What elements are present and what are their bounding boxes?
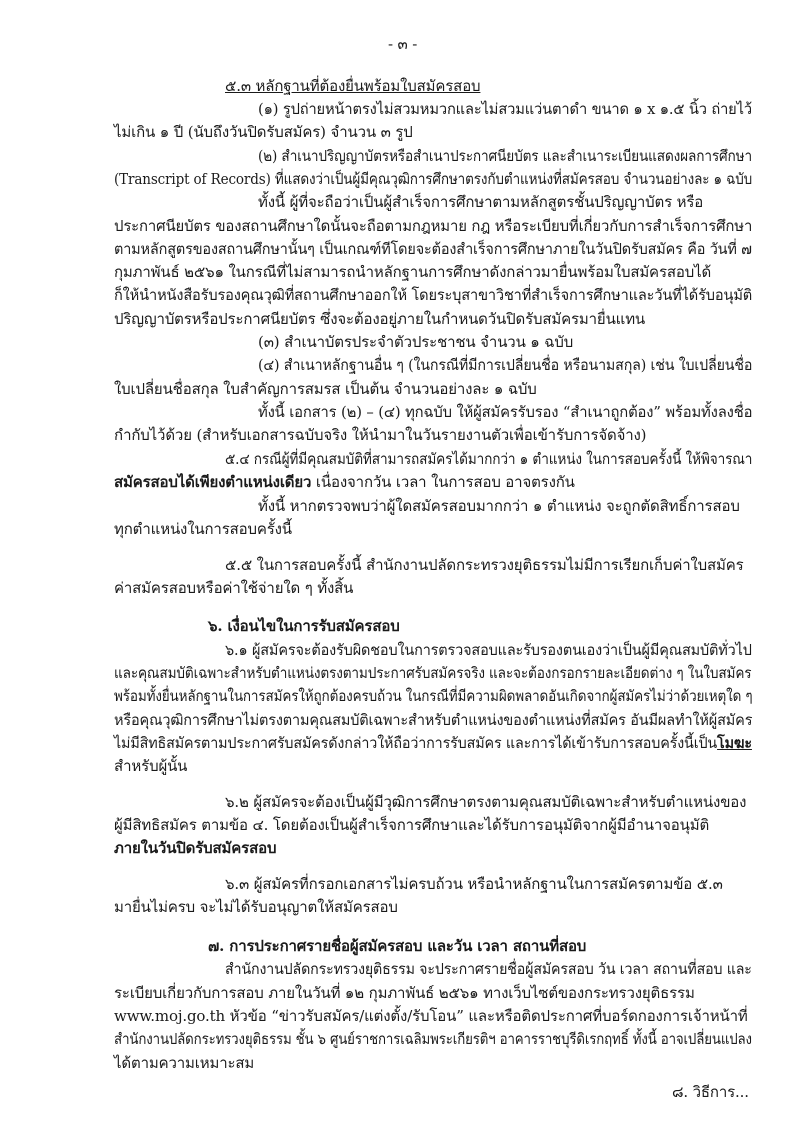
- sec63-line1: ๖.๓ ผู้สมัครที่กรอกเอกสารไม่ครบถ้วน หรือนำหลักฐานในการสมัครตามข้อ ๕.๓: [225, 875, 723, 893]
- sec53-item3: (๓) สำเนาบัตรประจำตัวประชาชน จำนวน ๑ ฉบับ: [258, 333, 574, 351]
- sec54-line4: ทุกตำแหน่งในการสอบครั้งนี้: [114, 520, 292, 538]
- page-number: - ๓ -: [388, 35, 418, 53]
- sec7-line2: ระเบียบเกี่ยวกับการสอบ ภายในวันที่ ๑๒ กุมภาพันธ์ ๒๕๖๑ ทางเว็บไซต์ของกระทรวงยุติธรรม: [114, 984, 695, 1002]
- sec7-line3: www.moj.go.th หัวข้อ “ข่าวรับสมัคร/แต่งตั้ง/รับโอน” และหรือติดประกาศที่บอร์ดกองการเจ้าหน้าที่: [114, 1007, 748, 1025]
- sec53-item2-line2: (Transcript of Records) ที่แสดงว่าเป็นผู้มีคุณวุฒิการศึกษาตรงกับตำแหน่งที่สมัครสอบ จำนวนอย่างละ ๑ ฉบับ: [114, 170, 753, 188]
- void-emphasis: โมฆะ: [717, 734, 752, 752]
- sec53-item1-line1: (๑) รูปถ่ายหน้าตรงไม่สวมหมวกและไม่สวมแว่นตาดำ ขนาด ๑ x ๑.๕ นิ้ว ถ่ายไว้: [258, 100, 752, 118]
- sec61-line2: และคุณสมบัติเฉพาะสำหรับตำแหน่งตรงตามประกาศรับสมัครจริง และจะต้องกรอกรายละเอียดต่าง ๆ ในใบสมัคร: [114, 664, 752, 682]
- sec53-item2-para-line6: ปริญญาบัตรหรือประกาศนียบัตร ซึ่งจะต้องอยู่ภายในกำหนดวันปิดรับสมัครมายื่นแทน: [114, 310, 646, 328]
- sec62-line1: ๖.๒ ผู้สมัครจะต้องเป็นผู้มีวุฒิการศึกษาตรงตามคุณสมบัติเฉพาะสำหรับตำแหน่งของ: [225, 793, 747, 811]
- sec53-item2-para-line5: ก็ให้นำหนังสือรับรองคุณวุฒิที่สถานศึกษาออกให้ โดยระบุสาขาวิชาที่สำเร็จการศึกษาและวันที่ได้รับอนุมัติ: [114, 286, 753, 304]
- sec61-line5-text: ไม่มีสิทธิสมัครตามประกาศรับสมัครดังกล่าวให้ถือว่าการรับสมัคร และการได้เข้ารับการสอบครั้งนี้เป็น: [114, 734, 718, 752]
- sec62-line3: ภายในวันปิดรับสมัครสอบ: [114, 839, 277, 857]
- sec62-line2: ผู้มีสิทธิสมัคร ตามข้อ ๔. โดยต้องเป็นผู้สำเร็จการศึกษาและได้รับการอนุมัติจากผู้มีอำนาจอนุมัติ: [114, 816, 710, 834]
- sec54-line2-rest: เนื่องจากวัน เวลา ในการสอบ อาจตรงกัน: [311, 473, 575, 491]
- section-6-heading: ๖. เงื่อนไขในการรับสมัครสอบ: [208, 617, 400, 635]
- sec61-line1: ๖.๑ ผู้สมัครจะต้องรับผิดชอบในการตรวจสอบและรับรองตนเองว่าเป็นผู้มีคุณสมบัติทั่วไป: [225, 641, 752, 659]
- sec53-note-line2: กำกับไว้ด้วย (สำหรับเอกสารฉบับจริง ให้นำมาในวันรายงานตัวเพื่อเข้ารับการจัดจ้าง): [114, 426, 647, 444]
- footer-continuation: ๘. วิธีการ...: [672, 1083, 749, 1101]
- sec53-item2-para-line3: ตามหลักสูตรของสถานศึกษานั้นๆ เป็นเกณฑ์ทีโดยจะต้องสำเร็จการศึกษาภายในวันปิดรับสมัคร คือ วันที่ ๗: [114, 240, 752, 258]
- sec53-item2-line1: (๒) สำเนาปริญญาบัตรหรือสำเนาประกาศนียบัตร และสำเนาระเบียนแสดงผลการศึกษา: [258, 147, 753, 165]
- sec61-line5: [114, 733, 752, 753]
- sec53-item2-para-line1: ทั้งนี้ ผู้ที่จะถือว่าเป็นผู้สำเร็จการศึกษาตามหลักสูตรชั้นปริญญาบัตร หรือ: [258, 193, 704, 211]
- sec61-line6: สำหรับผู้นั้น: [114, 757, 188, 775]
- sec7-line1: สำนักงานปลัดกระทรวงยุติธรรม จะประกาศรายชื่อผู้สมัครสอบ วัน เวลา สถานที่สอบ และ: [225, 960, 752, 978]
- sec53-item1-line2: ไม่เกิน ๑ ปี (นับถึงวันปิดรับสมัคร) จำนวน ๓ รูป: [114, 123, 413, 141]
- sec55-line1: ๕.๕ ในการสอบครั้งนี้ สำนักงานปลัดกระทรวงยุติธรรมไม่มีการเรียกเก็บค่าใบสมัคร: [225, 556, 744, 574]
- sec53-item4-line1: (๔) สำเนาหลักฐานอื่น ๆ (ในกรณีที่มีการเปลี่ยนชื่อ หรือนามสกุล) เช่น ใบเปลี่ยนชื่อ: [258, 356, 753, 374]
- sec7-line5: ได้ตามความเหมาะสม: [114, 1054, 255, 1072]
- sec54-line1: ๕.๔ กรณีผู้ที่มีคุณสมบัติที่สามารถสมัครได้มากกว่า ๑ ตำแหน่ง ในการสอบครั้งนี้ ให้พิจารณา: [225, 450, 753, 468]
- section-7-heading: ๗. การประกาศรายชื่อผู้สมัครสอบ และวัน เวลา สถานที่สอบ: [208, 937, 587, 955]
- sec54-line2: [114, 472, 575, 492]
- sec53-note-line1: ทั้งนี้ เอกสาร (๒) – (๔) ทุกฉบับ ให้ผู้สมัครรับรอง “สำเนาถูกต้อง” พร้อมทั้งลงชื่อ: [258, 403, 753, 421]
- sec61-line4: หรือคุณวุฒิการศึกษาไม่ตรงตามคุณสมบัติเฉพาะสำหรับตำแหน่งของตำแหน่งที่สมัคร อันมีผลทำให้ผู้สมัคร: [114, 711, 753, 729]
- section-5-3-heading: ๕.๓ หลักฐานที่ต้องยื่นพร้อมใบสมัครสอบ: [225, 77, 481, 95]
- sec54-line3: ทั้งนี้ หากตรวจพบว่าผู้ใดสมัครสอบมากกว่า ๑ ตำแหน่ง จะถูกตัดสิทธิ์การสอบ: [258, 497, 740, 515]
- sec54-emphasis: สมัครสอบได้เพียงตำแหน่งเดียว: [114, 473, 312, 491]
- sec63-line2: มายื่นไม่ครบ จะไม่ได้รับอนุญาตให้สมัครสอบ: [114, 898, 398, 916]
- sec7-line4: สำนักงานปลัดกระทรวงยุติธรรม ชั้น ๖ ศูนย์ราชการเฉลิมพระเกียรติฯ อาคารราชบุรีดิเรกฤทธิ์ ทั้งนี้ อาจเปลี่ยนแปลง: [114, 1030, 752, 1048]
- sec53-item4-line2: ใบเปลี่ยนชื่อสกุล ใบสำคัญการสมรส เป็นต้น จำนวนอย่างละ ๑ ฉบับ: [114, 380, 537, 398]
- sec53-item2-para-line2: ประกาศนียบัตร ของสถานศึกษาใดนั้นจะถือตามกฎหมาย กฎ หรือระเบียบที่เกี่ยวกับการสำเร็จการศึกษา: [114, 217, 753, 235]
- sec55-line2: ค่าสมัครสอบหรือค่าใช้จ่ายใด ๆ ทั้งสิ้น: [114, 579, 354, 597]
- sec53-item2-para-line4: กุมภาพันธ์ ๒๕๖๑ ในกรณีที่ไม่สามารถนำหลักฐานการศึกษาดังกล่าวมายื่นพร้อมใบสมัครสอบได้: [114, 263, 712, 281]
- sec61-line3: พร้อมทั้งยื่นหลักฐานในการสมัครให้ถูกต้องครบถ้วน ในกรณีที่มีความผิดพลาดอันเกิดจากผู้สมัครไม่ว่าด้วยเหตุใด ๆ: [114, 687, 753, 705]
